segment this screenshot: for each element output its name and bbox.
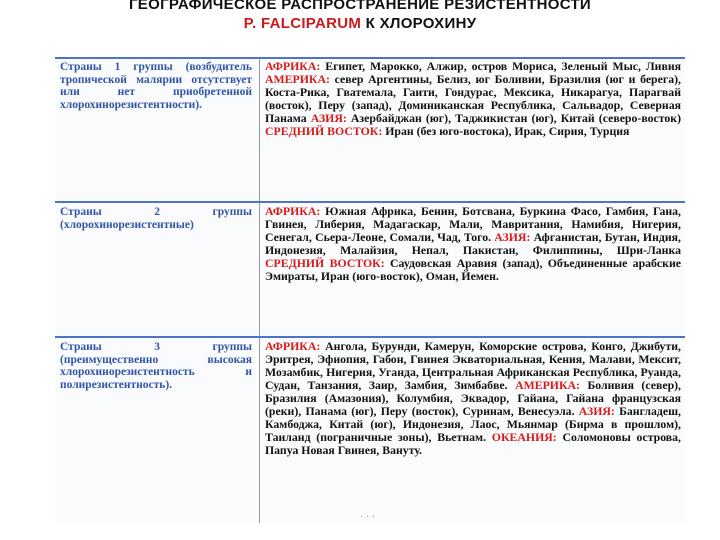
region-asia: АЗИЯ: bbox=[578, 404, 615, 418]
region-africa: АФРИКА: bbox=[265, 339, 321, 353]
row-divider-2 bbox=[55, 336, 685, 338]
group-2-label: Страны 2 группы (хлорохинорезистентные) bbox=[60, 206, 252, 231]
region-oceania-countries: Соломоновы острова, Папуа Новая Гвинея, Вануту. bbox=[265, 430, 682, 457]
group-1-label: Страны 1 группы (возбудитель тропической малярии отсутствует или нет приобретенной хлорохинорезистентности). bbox=[60, 61, 252, 111]
region-africa: АФРИКА: bbox=[265, 204, 321, 218]
region-middle-east-countries: Иран (без юго-востока), Ирак, Сирия, Турция bbox=[385, 124, 630, 138]
region-asia-countries: Афганистан, Бутан, Индия, Индонезия, Малайзия, Непал, Пакистан, Филиппины, Шри-Ланка bbox=[265, 230, 681, 257]
group-1-countries bbox=[265, 60, 681, 138]
region-africa-countries: Ангола, Бурунди, Камерун, Коморские острова, Конго, Джибути, Эритрея, Эфиопия, Габон, Гвинея Экваториальная, Кения, Малави, Мексит, Мозамбик, Нигерия, Уганда, Центральная Африканская Республика, Руанда, Судан, Танзания, Заир, Замбия, Зимбабве. bbox=[265, 339, 681, 392]
region-america-countries: север Аргентины, Белиз, юг Боливии, Бразилия (юг и берега), Коста-Рика, Гватемала, Гаити, Гондурас, Мексика, Никарагуа, Парагвай (восток), Перу (запад), Доминиканская Республика, Сальвадор, Северная Панама bbox=[265, 72, 681, 125]
region-asia-countries: Азербайджан (юг), Таджикистан (юг), Китай (северо-восток) bbox=[350, 111, 682, 125]
region-africa-countries: Южная Африка, Бенин, Ботсвана, Буркина Фасо, Гамбия, Гана, Гвинея, Либерия, Мадагаскар, Мали, Мавритания, Намибия, Нигерия, Сенегал, Сьера-Леоне, Сомали, Чад, Того. bbox=[265, 204, 682, 244]
slide-title-line1: ГЕОГРАФИЧЕСКОЕ РАСПРОСТРАНЕНИЕ РЕЗИСТЕНТНОСТИ bbox=[129, 0, 591, 13]
row-divider-1 bbox=[55, 201, 685, 203]
region-asia-countries: Бангладеш, Камбоджа, Китай (юг), Индонезия, Лаос, Мьянмар (Бирма в прошлом), Таиланд (пограничные зоны), Вьетнам. bbox=[265, 404, 681, 444]
region-asia: АЗИЯ: bbox=[494, 230, 531, 244]
column-divider bbox=[259, 57, 260, 523]
region-middle-east: СРЕДНИЙ ВОСТОК: bbox=[265, 256, 385, 270]
group-3-countries bbox=[265, 340, 681, 457]
region-oceania: ОКЕАНИЯ: bbox=[491, 430, 557, 444]
region-middle-east-countries: Саудовская Аравия (запад), Объединенные арабские Эмираты, Иран (юго-восток), Оман, Йемен. bbox=[265, 256, 681, 283]
region-africa: АФРИКА: bbox=[265, 59, 321, 73]
region-america: АМЕРИКА: bbox=[515, 378, 580, 392]
region-middle-east: СРЕДНИЙ ВОСТОК: bbox=[265, 124, 383, 138]
slide-title-line2 bbox=[0, 15, 720, 32]
region-asia: АЗИЯ: bbox=[310, 111, 347, 125]
region-africa-countries: Египет, Марокко, Алжир, остров Мориса, Зеленый Мыс, Ливия bbox=[325, 59, 682, 73]
cutoff-text: · · · bbox=[360, 512, 375, 523]
region-america: АМЕРИКА: bbox=[265, 72, 330, 86]
parasite-name: P. FALCIPARUM bbox=[243, 15, 362, 32]
group-3-label: Страны 3 группы (преимущественно высокая хлорохинорезистентность и полирезистентность). bbox=[60, 341, 252, 391]
slide-title-line2-rest: К ХЛОРОХИНУ bbox=[365, 15, 477, 32]
group-2-countries bbox=[265, 205, 681, 283]
region-america-countries: Боливия (север), Бразилия (Амазония), Колумбия, Эквадор, Гайана, Гайана французская (реки), Панама (юг), Перу (восток), Суринам, Венесуэла. bbox=[265, 378, 682, 418]
